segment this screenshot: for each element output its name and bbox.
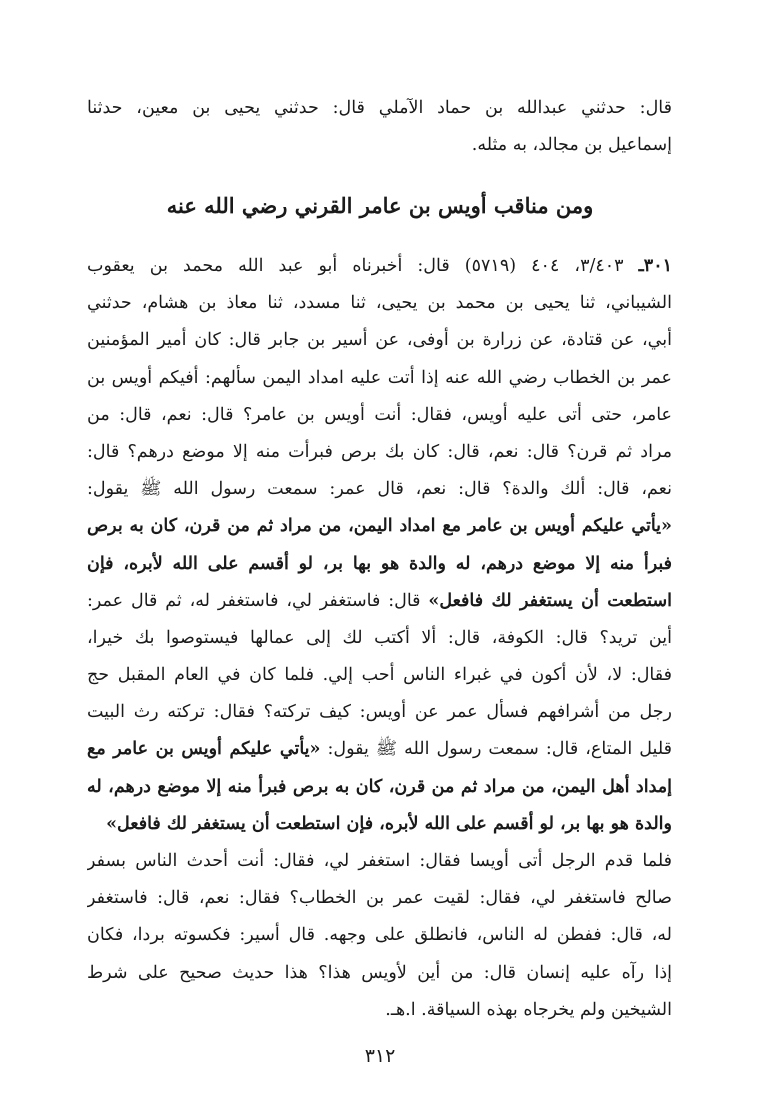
- intro-paragraph: [87, 90, 672, 164]
- text-line: مراد ثم قرن؟ قال: نعم، قال: كان بك برص فبرأت منه إلا موضع درهم؟ قال:: [87, 441, 672, 462]
- text-line: الشيباني، ثنا يحيى بن محمد بن يحيى، ثنا مسدد، ثنا معاذ بن هشام، حدثني: [87, 293, 672, 314]
- text-line: عمر بن الخطاب رضي الله عنه إذا أتت عليه امداد اليمن سألهم: أفيكم أويس بن: [87, 367, 672, 388]
- text-line: [87, 583, 672, 620]
- quote-start: «يأتي عليكم أويس بن عامر مع: [87, 739, 321, 760]
- text-line: أين تريد؟ قال: الكوفة، قال: ألا أكتب لك إلى عمالها فيستوصوا بك خيرا،: [87, 627, 672, 648]
- narration-text: قليل المتاع، قال: سمعت رسول الله ﷺ يقول:: [320, 739, 672, 760]
- text-line: إسماعيل بن مجالد، به مثله.: [471, 135, 672, 156]
- text-line: له، قال: ففطن له الناس، فانطلق على وجهه. قال أسير: فكسوته بردا، فكان: [87, 925, 672, 946]
- hadith-reference: ٣/٤٠٣، ٤٠٤ (٥٧١٩) قال: أخبرناه أبو عبد الله محمد بن يعقوب: [87, 256, 624, 276]
- narration-text: قال: فاستغفر لي، فاستغفر له، ثم قال عمر:: [87, 590, 429, 611]
- hadith-paragraph: [87, 248, 672, 1029]
- text-line: [87, 248, 672, 285]
- text-line: [87, 731, 672, 768]
- text-line: إذا رآه عليه إنسان قال: من أين لأويس هذا؟ هذا حديث صحيح على شرط: [87, 962, 672, 983]
- text-line: قال: حدثني عبدالله بن حماد الآملي قال: حدثني يحيى بن معين، حدثنا: [87, 98, 672, 118]
- quote-end: استطعت أن يستغفر لك فافعل»: [428, 590, 672, 611]
- text-line: فقال: لا، لأن أكون في غبراء الناس أحب إلي. فلما كان في العام المقبل حج: [87, 665, 672, 686]
- quote-line: إمداد أهل اليمن، من مراد ثم من قرن، كان به برص فبرأ منه إلا موضع درهم، له: [87, 776, 672, 797]
- text-line: صالح فاستغفر لي، فقال: لقيت عمر بن الخطاب؟ فقال: نعم، قال: فاستغفر: [87, 888, 672, 909]
- text-line: نعم، قال: ألك والدة؟ قال: نعم، قال عمر: سمعت رسول الله ﷺ يقول:: [87, 479, 672, 500]
- text-line: فلما قدم الرجل أتى أويسا فقال: استغفر لي، فقال: أنت أحدث الناس بسفر: [87, 851, 672, 871]
- text-line: عامر، حتى أتى عليه أويس، فقال: أنت أويس بن عامر؟ قال: نعم، قال: من: [87, 404, 672, 425]
- text-line: أبي، عن قتادة، عن زرارة بن أوفى، عن أسير بن جابر قال: كان أمير المؤمنين: [87, 330, 672, 351]
- section-heading: ومن مناقب أويس بن عامر القرني رضي الله عنه: [166, 193, 594, 218]
- page-number: ٣١٢: [364, 1045, 396, 1067]
- quote-line: «يأتي عليكم أويس بن عامر مع امداد اليمن، من مراد ثم من قرن، كان به برص: [87, 516, 672, 537]
- quote-line: والدة هو بها بر، لو أقسم على الله لأبره، فإن استطعت أن يستغفر لك فافعل»: [106, 813, 672, 834]
- hadith-number: ٣٠١ـ: [638, 256, 672, 276]
- text-line: رجل من أشرافهم فسأل عمر عن أويس: كيف تركته؟ فقال: تركته رث البيت: [87, 702, 672, 723]
- quote-line: فبرأ منه إلا موضع درهم، له والدة هو بها بر، لو أقسم على الله لأبره، فإن: [87, 553, 672, 574]
- text-line: الشيخين ولم يخرجاه بهذه السياقة. ا.هـ.: [385, 999, 672, 1020]
